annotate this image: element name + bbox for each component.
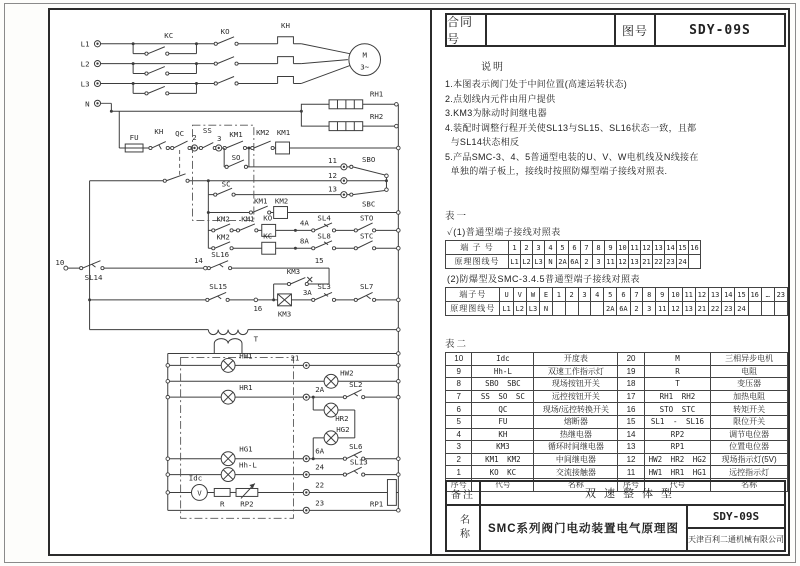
wire-table-cell: 4 — [545, 241, 557, 255]
table2-section — [445, 336, 788, 492]
right-panel — [432, 10, 788, 554]
wire-table-cell: W — [526, 288, 539, 302]
schematic-label: Idc — [188, 473, 203, 483]
component-table-cell: Hh-L — [472, 365, 534, 378]
wire-table-cell: L2 — [513, 302, 526, 316]
wire-table-cell: 1 — [509, 241, 521, 255]
schematic-label: 12 — [328, 170, 337, 180]
schematic-label: SBO — [361, 154, 376, 164]
wire-table-cell: L3 — [533, 255, 545, 269]
component-table-cell: 18 — [618, 378, 644, 391]
name-right — [688, 506, 784, 550]
wire-table-cell: 2A — [604, 302, 617, 316]
remark-row — [445, 480, 786, 506]
component-table-cell: Idc — [472, 353, 534, 366]
schematic-label: KM1 — [254, 196, 268, 206]
component-table-cell: STO STC — [644, 403, 711, 416]
wire-table-cell: 22 — [653, 255, 665, 269]
component-table-cell: 代号 — [644, 478, 711, 491]
schematic-label: SL8 — [317, 231, 331, 241]
wire-table-cell: V — [513, 288, 526, 302]
schematic-label: RH1 — [369, 89, 384, 99]
schematic-label: RP1 — [369, 499, 384, 509]
wire-table-cell: 6A — [617, 302, 630, 316]
wire-table-cell: 24 — [735, 302, 748, 316]
schematic-label: 8A — [299, 236, 309, 246]
schematic-label: KM1 — [229, 130, 243, 140]
schematic-label: L3 — [80, 79, 90, 89]
schematic-label: SC — [221, 179, 231, 189]
schematic-label: KM1 — [276, 128, 291, 138]
table1-caption-2: (2)防爆型及SMC-3.4.5普通型端子接线对照表 — [447, 274, 641, 284]
name-label: 名称 — [447, 506, 481, 550]
wire-table-cell: 13 — [653, 241, 665, 255]
schematic-label: R — [219, 499, 225, 509]
component-table-cell: 热继电器 — [534, 428, 618, 441]
schematic-label: SL16 — [211, 250, 230, 260]
schematic-label: KC — [263, 231, 273, 241]
wire-table-cell: 13 — [708, 288, 721, 302]
component-table-cell: 中间继电器 — [534, 453, 618, 466]
wire-table-cell — [591, 302, 604, 316]
component-table-cell: SL1 - SL16 — [644, 415, 711, 428]
user-supplied-boxes — [181, 125, 294, 518]
component-table-cell: 12 — [618, 453, 644, 466]
wire-table-cell: L2 — [521, 255, 533, 269]
component-table-cell: SBO SBC — [472, 378, 534, 391]
name-row — [445, 506, 786, 552]
schematic-label: KC — [164, 30, 174, 40]
wire-table-row-label: 原理图线号 — [446, 302, 500, 316]
footer-block — [445, 480, 786, 552]
schematic-label: HG2 — [336, 424, 350, 434]
wire-table-cell: 23 — [722, 302, 735, 316]
component-table-cell: HW1 HR1 HG1 — [644, 466, 711, 479]
schematic-label: KM2 — [256, 128, 270, 138]
table1-heading: 表一 — [445, 211, 469, 222]
schematic-label: SL13 — [349, 457, 368, 467]
wire-table-row-label: 原理图线号 — [446, 255, 509, 269]
schematic-label: T — [253, 334, 259, 344]
schematic-label: KH — [281, 20, 290, 30]
component-table-cell: 交流接触器 — [534, 466, 618, 479]
terminal-table-exproof — [445, 287, 788, 316]
component-table-cell: KM1 KM2 — [472, 453, 534, 466]
wire-table-cell: 16 — [689, 241, 701, 255]
schematic-label: 15 — [314, 256, 324, 266]
company-name: 天津百利二通机械有限公司 — [688, 535, 784, 544]
wire-table-cell: 24 — [677, 255, 689, 269]
schematic-label: HR1 — [239, 383, 253, 393]
wire-table-cell: 2 — [565, 288, 578, 302]
component-table-cell: 循环时间继电器 — [534, 441, 618, 454]
component-table-cell: 现场指示灯(5V) — [711, 453, 788, 466]
component-table-cell: 1 — [446, 466, 472, 479]
wire-table-cell: 9 — [656, 288, 669, 302]
schematic-label: STO — [359, 213, 374, 223]
wire-table-cell: 10 — [669, 288, 682, 302]
lamp-rows — [168, 365, 399, 510]
wire-table-cell: 11 — [656, 302, 669, 316]
wire-table-cell: N — [545, 255, 557, 269]
note-line: 4.装配时调整行程开关使SL13与SL15、SL16状态一致，且都 — [445, 122, 697, 133]
wire-table-cell: 12 — [641, 241, 653, 255]
table1-caption-1: ✓(1)普通型端子接线对照表 — [447, 227, 561, 237]
component-table-cell: 调节电位器 — [711, 428, 788, 441]
schematic-label: 11 — [328, 155, 337, 165]
drawing-title: SMC系列阀门电动装置电气原理图 — [481, 506, 688, 550]
note-line: 单独的端子板上，接线时按照防爆型端子接线对照表. — [445, 166, 668, 176]
schematic-label: 14 — [193, 256, 203, 266]
wire-table-cell — [565, 302, 578, 316]
schematic-label: HR2 — [335, 413, 349, 423]
component-table-cell: HW2 HR2 HG2 — [644, 453, 711, 466]
schematic-label: L1 — [80, 39, 90, 49]
wire-table-cell: 2 — [521, 241, 533, 255]
note-line: 5.产品SMC-3、4、5普通型电装的U、V、W电机线及N线接在 — [445, 151, 699, 162]
wire-table-cell: E — [540, 288, 553, 302]
component-table-cell: RP2 — [644, 428, 711, 441]
control-row-main — [119, 111, 398, 175]
schematic-label: 10 — [55, 258, 65, 268]
wire-table-cell — [552, 302, 565, 316]
wire-table-cell: 5 — [604, 288, 617, 302]
wire-table-cell: 9 — [605, 241, 617, 255]
component-table-cell: M — [644, 353, 711, 366]
drawing-no-value: SDY-09S — [689, 22, 751, 38]
wire-table-cell: 2 — [630, 302, 643, 316]
schematic-label: 22 — [315, 480, 325, 490]
component-table-cell: 19 — [618, 365, 644, 378]
wire-table-cell: 3 — [578, 288, 591, 302]
component-table-cell: 17 — [618, 390, 644, 403]
component-table-cell: 5 — [446, 415, 472, 428]
wire-table-cell — [748, 302, 761, 316]
component-table-cell: RP1 — [644, 441, 711, 454]
component-table-cell: 3 — [446, 441, 472, 454]
schematic-label: KO — [220, 26, 230, 36]
wire-table-cell: 10 — [617, 241, 629, 255]
component-table-cell: KH — [472, 428, 534, 441]
drawing-no-label: 图号 — [616, 15, 656, 45]
wire-table-row-label: 端子号 — [446, 288, 500, 302]
wire-table-cell: 15 — [735, 288, 748, 302]
schematic-label: Hh-L — [238, 460, 257, 470]
component-table-cell: 9 — [446, 365, 472, 378]
schematic-label: 2A — [315, 385, 325, 395]
schematic-label: SO — [231, 152, 241, 162]
component-table-cell: 开度表 — [534, 353, 618, 366]
schematic-label: SL2 — [349, 380, 363, 390]
wire-table-cell: 6 — [617, 288, 630, 302]
schematic-label: 3A — [302, 287, 312, 297]
component-table-cell: 现场/远控转换开关 — [534, 403, 618, 416]
wire-table-cell: 14 — [722, 288, 735, 302]
wire-table-cell: 4 — [591, 288, 604, 302]
terminal-table-normal — [445, 240, 701, 269]
component-table — [445, 352, 788, 492]
wire-table-cell: 7 — [630, 288, 643, 302]
schematic-label: L2 — [80, 59, 90, 69]
schematic-label: HG1 — [239, 444, 253, 454]
wire-table-cell: 23 — [774, 288, 787, 302]
schematic-label: M — [362, 50, 367, 60]
wire-table-cell: 16 — [748, 288, 761, 302]
schematic-label: HW1 — [239, 351, 253, 361]
schematic-label: SBC — [361, 199, 376, 209]
wire-table-cell: L1 — [509, 255, 521, 269]
schematic-label: RH2 — [369, 112, 384, 122]
schematic-label: 3 — [216, 134, 222, 144]
schematic-label: SL3 — [317, 281, 331, 291]
component-table-cell: 三相异步电机 — [711, 353, 788, 366]
wire-table-cell: 22 — [708, 302, 721, 316]
note-line: 与SL14状态相反 — [445, 137, 520, 147]
component-table-cell: 现场按钮开关 — [534, 378, 618, 391]
component-table-cell: 电阻 — [711, 365, 788, 378]
component-table-cell: 远控指示灯 — [711, 466, 788, 479]
component-table-cell: 远控按钮开关 — [534, 390, 618, 403]
component-table-cell: 双速工作指示灯 — [534, 365, 618, 378]
component-table-cell: 限位开关 — [711, 415, 788, 428]
limit-switch-rows — [68, 181, 399, 330]
table2-heading: 表二 — [445, 339, 469, 350]
wire-table-cell: 7 — [581, 241, 593, 255]
component-table-cell: 20 — [618, 353, 644, 366]
component-table-cell: T — [644, 378, 711, 391]
contract-no-label: 合同号 — [447, 15, 487, 45]
wire-table-cell: 2A — [557, 255, 569, 269]
title-block — [445, 13, 786, 47]
component-table-cell: 14 — [618, 428, 644, 441]
schematic-label: HW2 — [340, 368, 354, 378]
component-table-cell: 6 — [446, 403, 472, 416]
wire-table-cell: 12 — [669, 302, 682, 316]
component-table-cell: 名称 — [534, 478, 618, 491]
wire-table-cell: 13 — [629, 255, 641, 269]
component-table-cell: 名称 — [711, 478, 788, 491]
wire-table-cell: L1 — [500, 302, 513, 316]
wire-table-cell: 5 — [557, 241, 569, 255]
limit-switch-ends — [64, 266, 400, 302]
component-table-cell: FU — [472, 415, 534, 428]
remark-label: 备注 — [447, 482, 481, 504]
drawing-number: SDY-09S — [688, 506, 784, 529]
wire-table-cell: 21 — [641, 255, 653, 269]
wire-table-cell — [578, 302, 591, 316]
wire-table-cell: L3 — [526, 302, 539, 316]
component-table-cell: 序号 — [446, 478, 472, 491]
schematic-svg — [50, 10, 430, 554]
schematic-label: 4A — [299, 218, 309, 228]
schematic-label: SL15 — [209, 281, 228, 291]
wire-table-cell: 6A — [569, 255, 581, 269]
schematic-label: SL6 — [349, 441, 363, 451]
schematic-label: KM2 — [216, 232, 230, 242]
schematic-label: STC — [359, 231, 374, 241]
drawing-frame — [48, 8, 790, 556]
wire-table-row-label: 端 子 号 — [446, 241, 509, 255]
wire-table-cell — [774, 302, 787, 316]
schematic-label: KM1 — [241, 214, 255, 224]
schematic-label: KM2 — [274, 196, 289, 206]
component-table-cell: RH1 RH2 — [644, 390, 711, 403]
schematic-label: KO — [263, 213, 273, 223]
wire-table-cell: 1 — [552, 288, 565, 302]
component-table-cell: KO KC — [472, 466, 534, 479]
wire-table-cell: 2 — [581, 255, 593, 269]
component-table-cell: 13 — [618, 441, 644, 454]
notes-list — [445, 77, 785, 179]
schematic-label: KM3 — [286, 267, 301, 277]
schematic-label: 6A — [315, 446, 325, 456]
wire-table-cell: 8 — [643, 288, 656, 302]
note-line: 3.KM3为脉动时间继电器 — [445, 108, 547, 118]
schematic-label: 21 — [290, 353, 300, 363]
schematic-label: SS — [202, 126, 212, 136]
schematic-label: QC — [175, 129, 185, 139]
component-table-cell: QC — [472, 403, 534, 416]
schematic-label: KH — [154, 127, 164, 137]
schematic-label: KM2 — [216, 214, 230, 224]
schematic-label: 13 — [328, 184, 337, 194]
wire-table-cell: 3 — [593, 255, 605, 269]
component-table-cell: 序号 — [618, 478, 644, 491]
wire-table-cell: 14 — [665, 241, 677, 255]
wire-table-cell: 11 — [605, 255, 617, 269]
schematic-label: KM3 — [277, 309, 292, 319]
contract-no-value — [487, 15, 616, 45]
component-table-cell: 7 — [446, 390, 472, 403]
component-table-cell: 转矩开关 — [711, 403, 788, 416]
power-terminals — [94, 41, 100, 107]
wire-table-cell: 11 — [682, 288, 695, 302]
schematic-label: RP2 — [240, 499, 254, 509]
schematic-label: N — [85, 99, 90, 109]
heater-resistors — [329, 100, 363, 131]
component-table-cell: 15 — [618, 415, 644, 428]
wire-table-cell: 11 — [629, 241, 641, 255]
schematic-area — [50, 10, 430, 554]
component-table-cell: SS SO SC — [472, 390, 534, 403]
table1-section — [445, 208, 788, 316]
component-table-cell: 熔断器 — [534, 415, 618, 428]
wire-table-cell: 6 — [569, 241, 581, 255]
component-table-cell: 变压器 — [711, 378, 788, 391]
component-table-cell: KM3 — [472, 441, 534, 454]
schematic-label: 2 — [192, 133, 197, 143]
note-line: 1.本图表示阀门处于中间位置(高速运转状态) — [445, 79, 628, 89]
component-table-cell: 16 — [618, 403, 644, 416]
wire-table-cell: 8 — [593, 241, 605, 255]
schematic-label: 23 — [315, 498, 325, 508]
schematic-label: SL14 — [84, 273, 103, 283]
schematic-label: V — [197, 488, 202, 498]
schematic-label: SL4 — [317, 213, 331, 223]
wire-table-cell: U — [500, 288, 513, 302]
wire-table-cell: N — [540, 302, 553, 316]
component-table-cell: 10 — [446, 353, 472, 366]
schematic-label: FU — [129, 133, 139, 143]
schematic-label: 3~ — [360, 62, 370, 72]
wire-table-cell: 13 — [682, 302, 695, 316]
wire-table-cell: 15 — [677, 241, 689, 255]
component-table-cell: R — [644, 365, 711, 378]
wire-table-cell: 3 — [533, 241, 545, 255]
component-table-cell: 11 — [618, 466, 644, 479]
wire-table-cell: 23 — [665, 255, 677, 269]
wire-table-cell: 21 — [695, 302, 708, 316]
component-table-cell: 加热电阻 — [711, 390, 788, 403]
note-line: 2.点划线内元件由用户提供 — [445, 93, 556, 104]
wire-table-cell: … — [761, 288, 774, 302]
wire-table-cell: 12 — [695, 288, 708, 302]
schematic-label: 24 — [315, 462, 325, 472]
wire-table-cell: 12 — [617, 255, 629, 269]
notes-section — [445, 54, 785, 179]
component-table-cell: 位置电位器 — [711, 441, 788, 454]
component-table-cell: 4 — [446, 428, 472, 441]
remark-value: 双速整体型 — [585, 488, 680, 500]
component-table-cell: 8 — [446, 378, 472, 391]
schematic-label: 16 — [253, 303, 263, 313]
schematic-label: SL7 — [359, 281, 374, 291]
notes-heading: 说明 — [481, 62, 505, 73]
wire-table-cell — [761, 302, 774, 316]
component-table-cell: 2 — [446, 453, 472, 466]
wire-table-cell: 3 — [643, 302, 656, 316]
component-table-cell: 代号 — [472, 478, 534, 491]
wire-table-cell — [689, 255, 701, 269]
